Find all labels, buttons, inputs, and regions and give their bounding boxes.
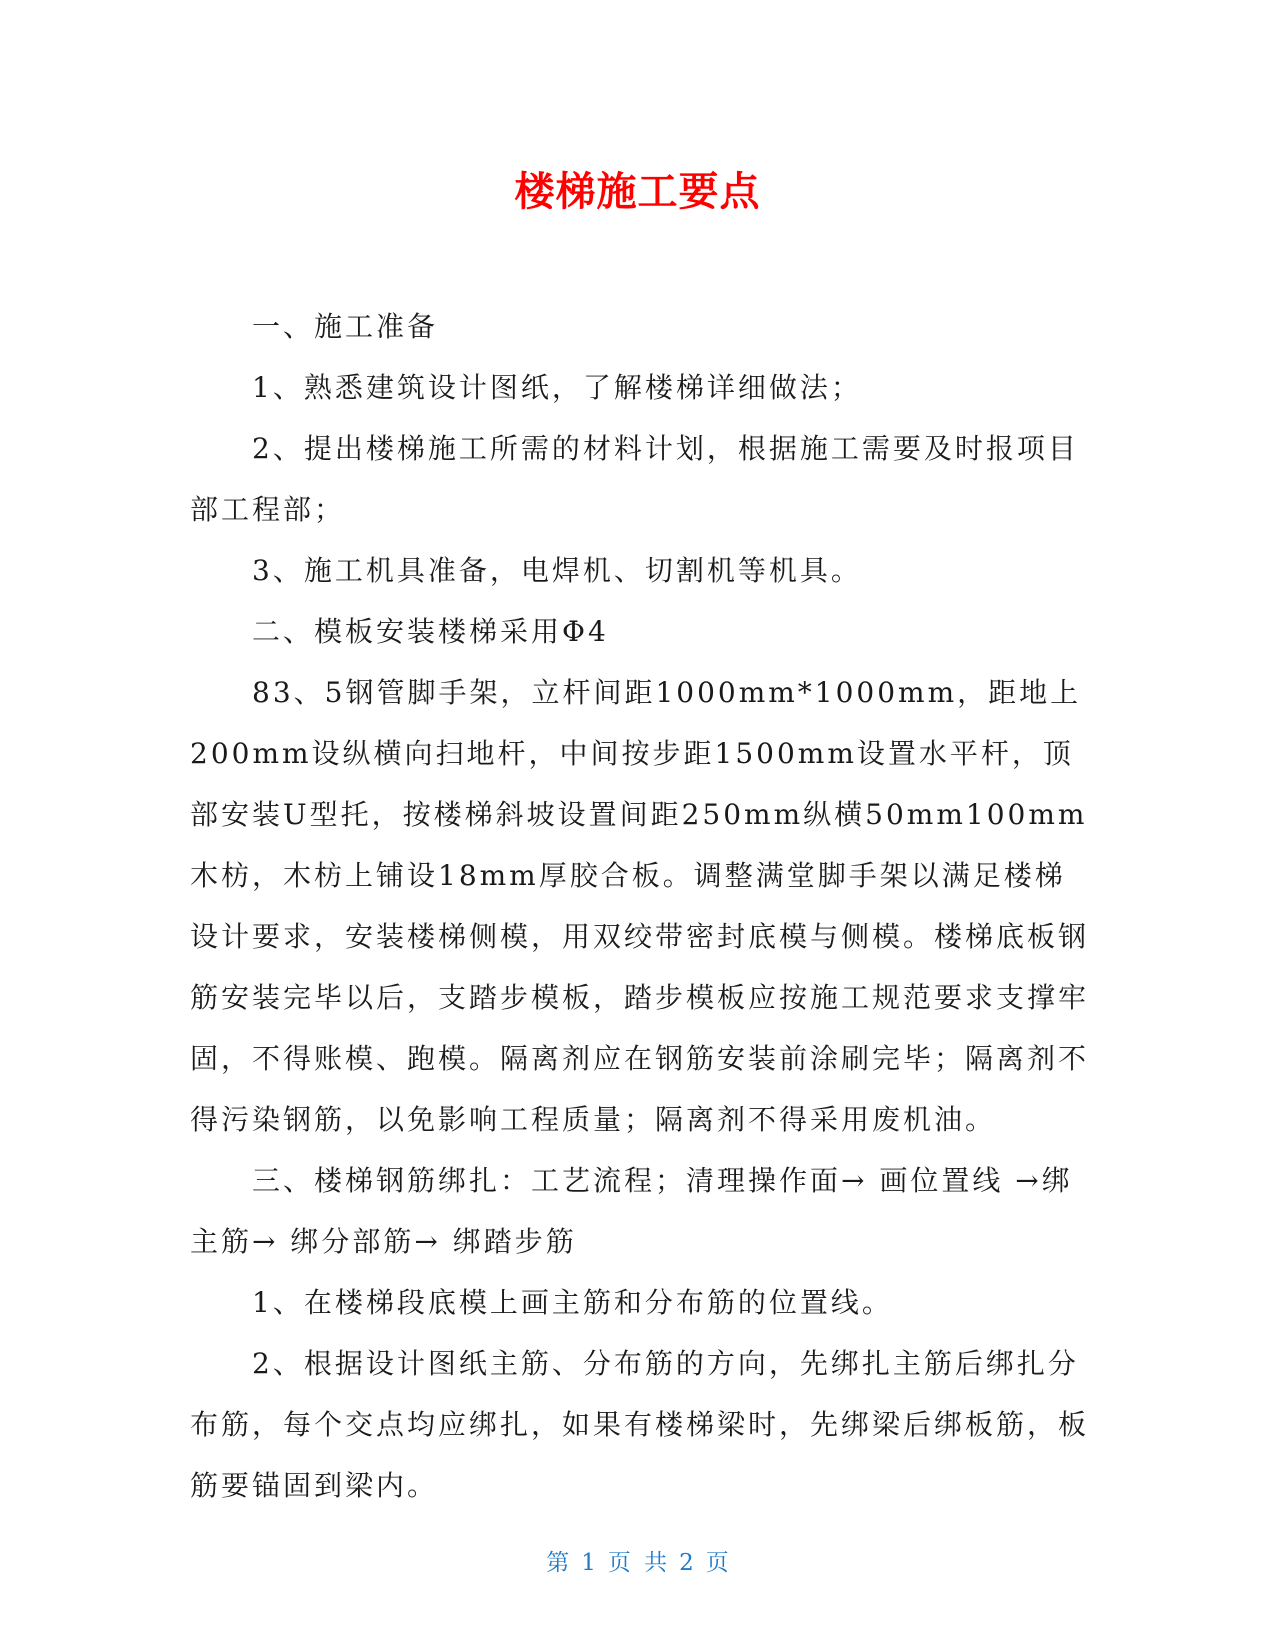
paragraph: 2、提出楼梯施工所需的材料计划，根据施工需要及时报项目部工程部； [190,432,1079,526]
paragraph: 2、根据设计图纸主筋、分布筋的方向，先绑扎主筋后绑扎分布筋，每个交点均应绑扎，如果有楼梯梁时，先绑梁后绑板筋，板筋要锚固到梁内。 [190,1347,1090,1502]
footer-prefix: 第 [546,1550,570,1576]
footer-suffix: 页 [705,1550,729,1576]
paragraph: 3、施工机具准备，电焊机、切割机等机具。 [252,554,862,587]
footer-total-pages: 2 [679,1550,694,1576]
paragraph: 83、5钢管脚手架，立杆间距1000mm*1000mm，距地上200mm设纵横向扫地杆，中间按步距1500mm设置水平杆，顶部安装U型托，按楼梯斜坡设置间距250mm纵横50mm100mm木枋，木枋上铺设18mm厚胶合板。调整满堂脚手架以满足楼梯设计要求，安装楼梯侧模，用双绞带密封底模与侧模。楼梯底板钢筋安装完毕以后，支踏步模板，踏步模板应按施工规范要求支撑牢固，不得账模、跑模。隔离剂应在钢筋安装前涂刷完毕；隔离剂不得污染钢筋，以免影响工程质量；隔离剂不得采用废机油。 [190,676,1090,1136]
footer-mid: 页 共 [607,1550,668,1576]
paragraph: 1、熟悉建筑设计图纸，了解楼梯详细做法； [252,371,862,404]
section-heading-preparation: 一、施工准备 [252,310,439,343]
page-footer [0,1544,1275,1577]
section-heading-formwork: 二、模板安装楼梯采用Φ4 [252,615,609,648]
document-title: 楼梯施工要点 [514,169,761,215]
footer-current-page: 1 [581,1550,596,1576]
section-heading-rebar: 三、楼梯钢筋绑扎：工艺流程；清理操作面→ 画位置线 →绑主筋→ 绑分部筋→ 绑踏步筋 [190,1164,1073,1258]
paragraph: 1、在楼梯段底模上画主筋和分布筋的位置线。 [252,1286,893,1319]
document-body [190,296,1090,1516]
